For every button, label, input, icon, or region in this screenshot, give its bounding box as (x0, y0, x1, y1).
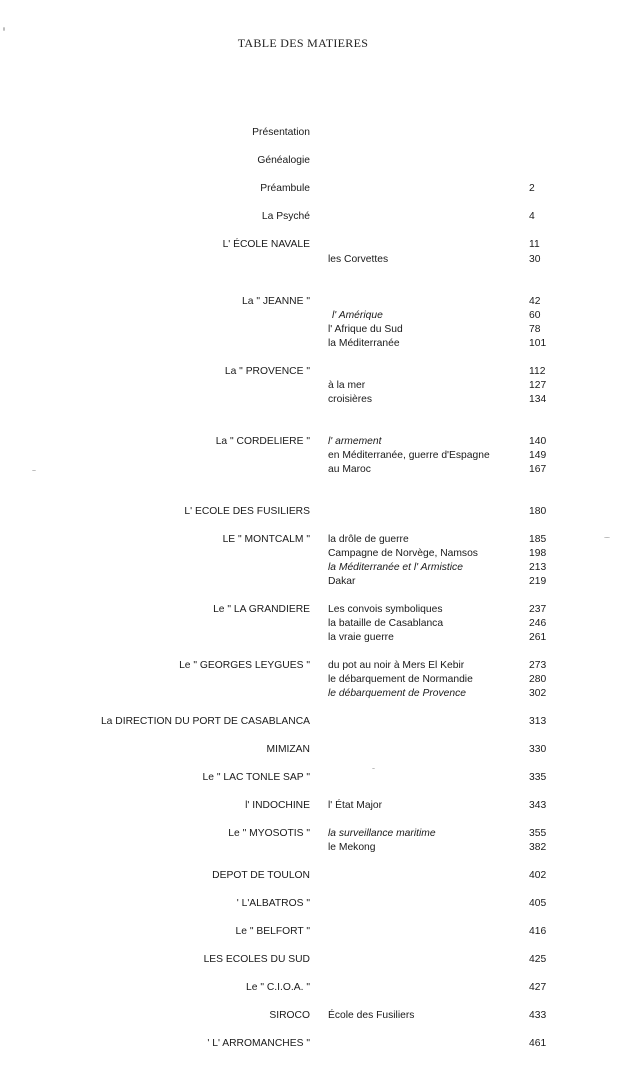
toc-entry (0, 210, 642, 224)
toc-entry-page: 4 (529, 211, 535, 222)
toc-entry (0, 295, 642, 309)
toc-entry (0, 799, 642, 813)
toc-entry-title: Le " GEORGES LEYGUES " (179, 660, 310, 671)
toc-entry-page: 101 (529, 338, 547, 349)
toc-entry-page: 42 (529, 296, 541, 307)
toc-entry (0, 715, 642, 729)
toc-entry-title: MIMIZAN (266, 744, 310, 755)
toc-entry-subtitle: du pot au noir à Mers El Kebir (328, 660, 465, 671)
toc-entry-title: Le " MYOSOTIS " (228, 828, 310, 839)
toc-entry-title: Le " C.I.O.A. " (246, 982, 310, 993)
toc-entry-page: 134 (529, 394, 547, 405)
toc-entry (0, 393, 642, 407)
toc-entry-page: 405 (529, 898, 547, 909)
toc-entry-subtitle: le débarquement de Provence (328, 688, 466, 699)
toc-entry-subtitle: la Méditerranée et l' Armistice (328, 562, 463, 573)
toc-entry-page: 140 (529, 436, 547, 447)
toc-entry (0, 925, 642, 939)
toc-entry-title: SIROCO (269, 1010, 310, 1021)
toc-entry-title: Le " LA GRANDIERE (213, 604, 310, 615)
toc-entry-title: La DIRECTION DU PORT DE CASABLANCA (100, 716, 310, 727)
page-title: TABLE DES MATIERES (237, 36, 369, 50)
toc-entry-subtitle: Les convois symboliques (328, 604, 443, 615)
toc-entry-page: 180 (529, 506, 547, 517)
toc-entry-title: Présentation (252, 127, 310, 138)
toc-entry-page: 313 (529, 716, 547, 727)
toc-entry-subtitle: la bataille de Casablanca (328, 618, 444, 629)
toc-entry-page: 335 (529, 772, 547, 783)
toc-entry-page: 11 (529, 239, 540, 250)
toc-entry-title: LE " MONTCALM " (222, 534, 310, 545)
toc-entry (0, 659, 642, 673)
toc-entry-page: 78 (529, 324, 541, 335)
toc-entry-subtitle: le débarquement de Normandie (328, 674, 473, 685)
toc-entry-page: 330 (529, 744, 547, 755)
toc-entry-subtitle: la vraie guerre (328, 632, 394, 643)
toc-entry-page: 185 (529, 534, 547, 545)
toc-entry (0, 154, 642, 168)
toc-entry (0, 365, 642, 379)
toc-entry (0, 379, 642, 393)
toc-entry-page: 213 (529, 562, 547, 573)
toc-entry-page: 261 (529, 632, 547, 643)
toc-entry (0, 533, 642, 547)
toc-entry (0, 126, 642, 140)
toc-entry (0, 743, 642, 757)
toc-entry-subtitle: l' Afrique du Sud (328, 324, 403, 335)
toc-entry-page: 302 (529, 688, 547, 699)
toc-entry (0, 631, 642, 645)
toc-entry (0, 561, 642, 575)
toc-entry-title: Le " BELFORT " (235, 926, 310, 937)
toc-entry-title: La " CORDELIERE " (215, 436, 310, 447)
toc-entry (0, 323, 642, 337)
scan-speck (3, 27, 5, 31)
toc-entry-title: LES ECOLES DU SUD (203, 954, 310, 965)
toc-entry-title: La Psyché (261, 211, 310, 222)
toc-entry (0, 238, 642, 252)
toc-entry (0, 673, 642, 687)
toc-entry-subtitle: Campagne de Norvège, Namsos (328, 548, 478, 559)
toc-entry (0, 1037, 642, 1051)
toc-entry-page: 273 (529, 660, 547, 671)
toc-entry-page: 149 (529, 450, 547, 461)
toc-entry (0, 771, 642, 785)
toc-entry-subtitle: l' Amérique (332, 310, 383, 321)
toc-entry (0, 463, 642, 477)
toc-entry-title: l' INDOCHINE (245, 800, 310, 811)
toc-entry-title: Le " LAC TONLE SAP " (202, 772, 310, 783)
toc-entry-page: 461 (529, 1038, 547, 1049)
toc-entry-subtitle: la drôle de guerre (328, 534, 409, 545)
toc-entry-title: ' L' ARROMANCHES " (207, 1038, 310, 1049)
toc-entry-subtitle: Dakar (328, 576, 356, 587)
toc-entry (0, 575, 642, 589)
toc-entry-title: Généalogie (257, 155, 310, 166)
toc-entry-page: 402 (529, 870, 547, 881)
toc-entry-subtitle: la surveillance maritime (328, 828, 436, 839)
toc-entry-page: 433 (529, 1010, 547, 1021)
toc-entry-title: Préambule (260, 183, 310, 194)
toc-entry (0, 182, 642, 196)
toc-entry-subtitle: au Maroc (328, 464, 371, 475)
toc-entry-page: 246 (529, 618, 547, 629)
scan-speck (372, 768, 375, 769)
toc-entry-title: La " PROVENCE " (224, 366, 310, 377)
toc-entry-page: 237 (529, 604, 547, 615)
toc-entry-subtitle: École des Fusiliers (328, 1010, 415, 1021)
toc-entry (0, 687, 642, 701)
toc-entry (0, 827, 642, 841)
toc-entry-page: 60 (529, 310, 541, 321)
toc-entry-page: 416 (529, 926, 547, 937)
toc-entry-subtitle: l' armement (328, 436, 382, 447)
scan-speck (604, 537, 610, 538)
toc-entry-subtitle: les Corvettes (328, 254, 389, 265)
toc-entry-subtitle: à la mer (328, 380, 366, 391)
toc-entry-page: 30 (529, 254, 541, 265)
toc-entry-subtitle: la Méditerranée (328, 338, 400, 349)
toc-entry-title: DEPOT DE TOULON (212, 870, 310, 881)
toc-entry-subtitle: croisières (328, 394, 373, 405)
toc-entry-page: 112 (529, 366, 546, 377)
toc-entry-subtitle: le Mekong (328, 842, 376, 853)
toc-entry-page: 127 (529, 380, 547, 391)
toc-entry (0, 981, 642, 995)
toc-entry (0, 309, 642, 323)
toc-entry-page: 280 (529, 674, 547, 685)
toc-entry-page: 425 (529, 954, 547, 965)
toc-entry-page: 219 (529, 576, 547, 587)
scan-speck (32, 470, 36, 471)
toc-entry-title: La " JEANNE " (242, 296, 310, 307)
toc-entry (0, 547, 642, 561)
toc-entry (0, 505, 642, 519)
toc-entry (0, 953, 642, 967)
toc-entry (0, 869, 642, 883)
toc-entry (0, 1009, 642, 1023)
toc-entry-page: 343 (529, 800, 547, 811)
toc-entry (0, 435, 642, 449)
toc-entry-page: 198 (529, 548, 547, 559)
toc-entry-title: L' ECOLE DES FUSILIERS (184, 506, 310, 517)
toc-entry-page: 355 (529, 828, 547, 839)
toc-entry (0, 897, 642, 911)
toc-entry-page: 382 (529, 842, 547, 853)
toc-entry (0, 841, 642, 855)
toc-entry (0, 617, 642, 631)
toc-entry-subtitle: en Méditerranée, guerre d'Espagne (328, 450, 490, 461)
toc-entry-page: 167 (529, 464, 547, 475)
toc-entry-page: 427 (529, 982, 547, 993)
toc-entry-title: L' ÉCOLE NAVALE (222, 239, 310, 250)
toc-entry-subtitle: l' État Major (328, 800, 383, 811)
toc-entry (0, 253, 642, 267)
toc-entry-page: 2 (529, 183, 535, 194)
toc-entry-title: ' L'ALBATROS " (236, 898, 310, 909)
toc-entry (0, 449, 642, 463)
toc-entry (0, 337, 642, 351)
toc-entry (0, 603, 642, 617)
